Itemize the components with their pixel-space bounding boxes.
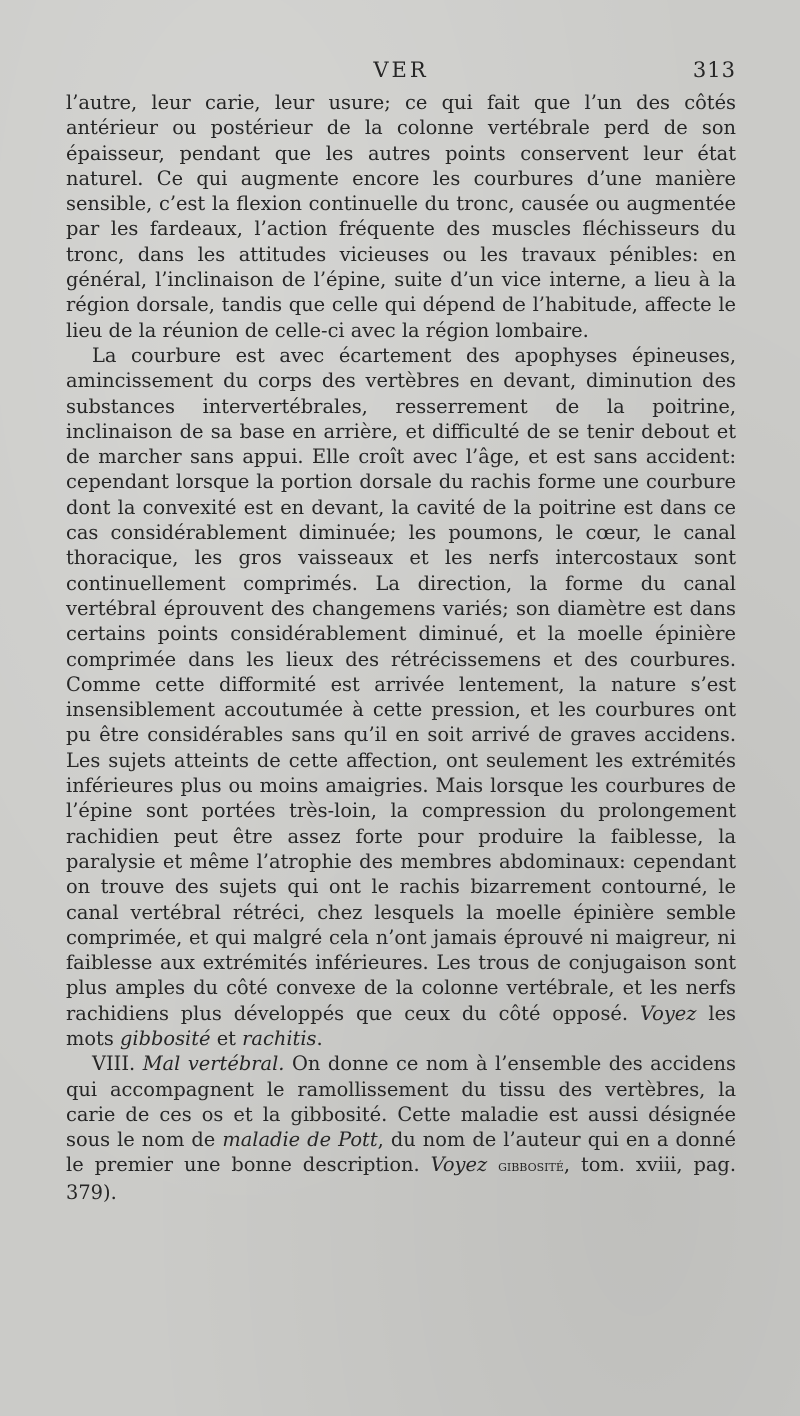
reference-term: rachitis — [242, 1026, 317, 1050]
paragraph-text: On donne ce nom à l’ensemble des accidens qui accompagnent le ramollissement du tissu des vertèbres, la carie de ces os et la gibbosité. Cette maladie est aussi désignée sous le nom de — [66, 1052, 736, 1152]
reference-term: gibbosité — [119, 1026, 211, 1050]
paragraph-1 — [66, 90, 736, 343]
see-reference: Voyez — [430, 1153, 488, 1177]
reference-text: . — [316, 1026, 323, 1050]
paragraph-text: La courbure est avec écartement des apophyses épineuses, amincissement du corps des vertèbres en devant, diminution des substances intervertébrales, resserrement de la poitrine, inclinaison de sa base en arrière, et difficulté de se tenir debout et de marcher sans appui. Elle croît avec l’âge, et est sans accident: cependant lorsque la portion dorsale du rachis forme une courbure dont la convexité est en devant, la cavité de la poitrine est dans ce cas considérablement diminuée; les poumons, le cœur, le canal thoracique, les gros vaisseaux et les nerfs intercostaux sont continuellement comprimés. La direction, la forme du canal vertébral éprouvent des changemens variés; son diamètre est dans certains points considérablement diminué, et la moelle épinière comprimée dans les lieux des rétrécissemens et des courbures. Comme cette difformité est arrivée lentement, la nature s’est insensiblement accoutumée à cette pression, et les courbures ont pu être considérables sans qu’il en soit arrivé de graves accidens. Les sujets atteints de cette affection, ont seulement les extrémités inférieures plus ou moins amaigries. Mais lorsque les courbures de l’épine sont portées très-loin, la compression du prolongement rachidien peut être assez forte pour produire la faiblesse, la paralysie et même l’atrophie des membres abdominaux: cependant on trouve des sujets qui ont le rachis bizarrement contourné, le canal vertébral rétréci, chez lesquels la moelle épinière semble comprimée, et qui malgré cela n’ont jamais éprouvé ni maigreur, ni faiblesse aux extrémités inférieures. Les trous de conjugaison sont plus amples du côté convexe de la colonne vertébrale, et les nerfs rachidiens plus développés que ceux du côté opposé. — [66, 343, 736, 1025]
paragraph-2 — [66, 343, 736, 1051]
paragraph-text: l’autre, leur carie, leur usure; ce qui fait que l’un des côtés antérieur ou postérieur de la colonne vertébrale perd de son épaisseur, pendant que les autres points conservent leur état naturel. Ce qui augmente encore les courbures d’une manière sensible, c’est la flexion continuelle du tronc, causée ou augmentée par les fardeaux, l’action fréquente des muscles fléchisseurs du tronc, dans les attitudes vicieuses ou les travaux pénibles: en général, l’inclinaison de l’épine, suite d’un vice interne, a lieu à la région dorsale, tandis que celle qui dépend de l’habitude, affecte le lieu de la réunion de celle-ci avec la région lombaire. — [66, 91, 736, 342]
see-reference: Voyez — [639, 1001, 697, 1025]
volume-reference: , tom. xviii, pag. 379). — [66, 1153, 736, 1204]
cross-reference: gibbosité — [498, 1157, 564, 1176]
page-number: 313 — [692, 58, 736, 82]
page-header — [66, 58, 736, 88]
emphasized-term: maladie de Pott — [222, 1128, 378, 1152]
reference-text: et — [216, 1026, 236, 1050]
body-text — [66, 90, 736, 1205]
section-heading: Mal vertébral. — [142, 1052, 285, 1076]
paragraph-3 — [66, 1051, 736, 1205]
reference-text: les mots — [66, 1001, 737, 1050]
section-number: VIII. — [92, 1052, 136, 1076]
running-head: VER — [373, 58, 429, 82]
paragraph-text: , du nom de l’auteur qui en a donné le premier une bonne description. — [66, 1128, 737, 1177]
